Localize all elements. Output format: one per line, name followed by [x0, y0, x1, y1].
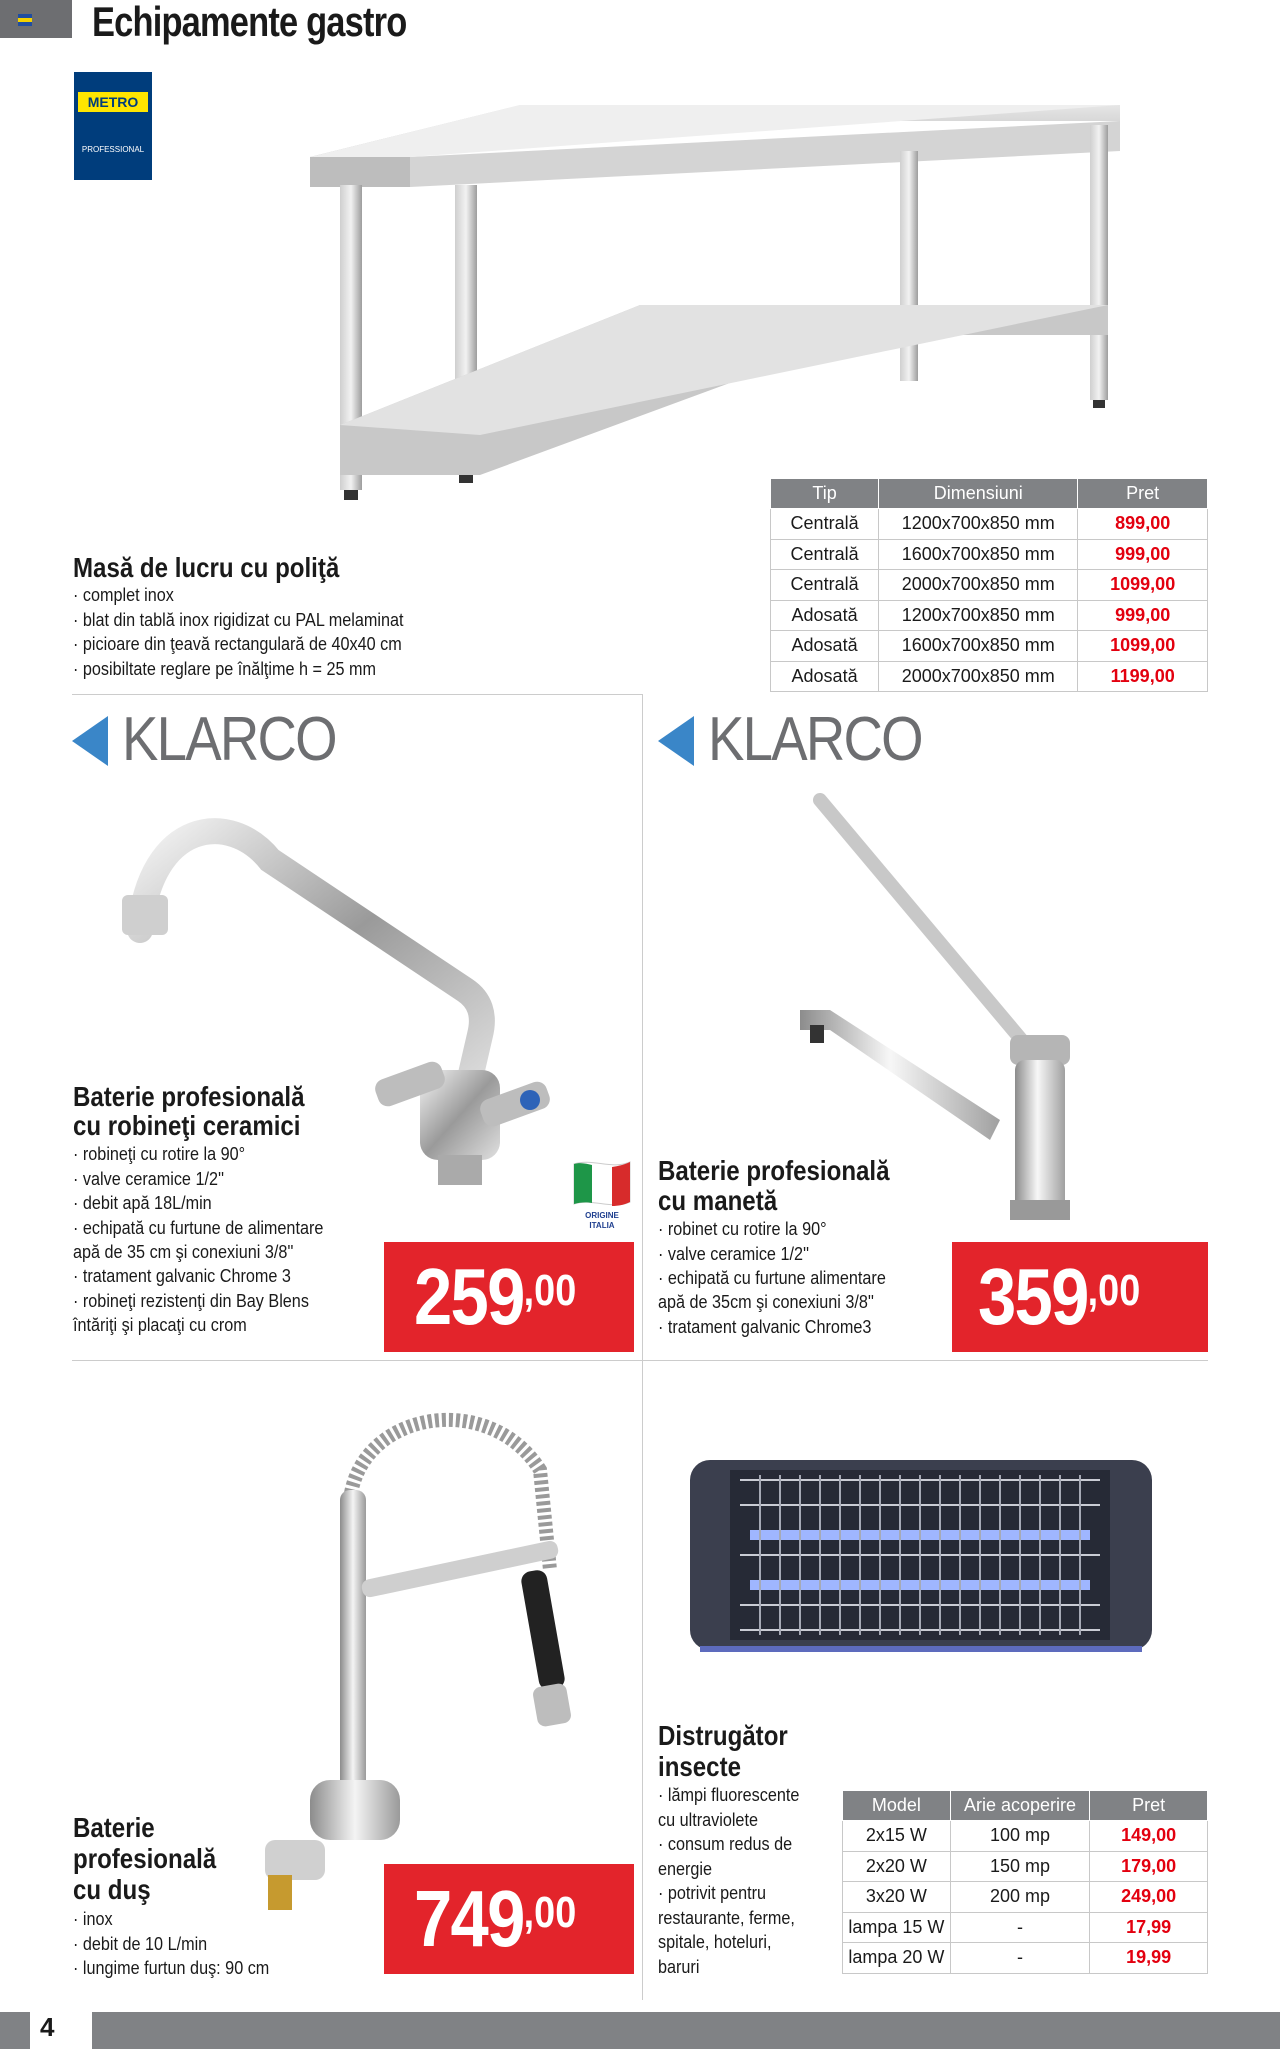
cell-dimensions: 2000x700x850 mm [879, 661, 1078, 692]
cell-model: lampa 20 W [843, 1943, 951, 1974]
feature-item: · lungime furtun duş: 90 cm [73, 1956, 269, 1981]
work-table-price-table [770, 478, 1208, 692]
faucet-shower-title-line1: Baterie [73, 1812, 155, 1843]
insect-killer-price-table [842, 1790, 1208, 1974]
table-row [771, 509, 1208, 540]
page-number: 4 [40, 2012, 55, 2042]
section-divider [72, 694, 642, 695]
cell-price: 1099,00 [1078, 631, 1208, 662]
price-integer: 359 [978, 1252, 1088, 1341]
feature-item: · tratament galvanic Chrome 3 [73, 1264, 309, 1289]
work-table-title: Masă de lucru cu poliţă [73, 552, 340, 583]
cell-price: 999,00 [1078, 600, 1208, 631]
price-badge [384, 1242, 634, 1352]
insect-killer-features [658, 1783, 799, 1979]
price-decimals: 00 [534, 1888, 577, 1937]
price-integer: 259 [414, 1252, 524, 1341]
cell-price: 149,00 [1090, 1821, 1208, 1852]
feature-continuation: întăriţi şi placaţi cu crom [73, 1315, 247, 1335]
klarco-logo: KLARCO [708, 705, 922, 774]
insect-killer-image [690, 1450, 1152, 1670]
faucet-lever-title-line2: cu manetă [658, 1185, 778, 1216]
feature-item: · complet inox [73, 583, 403, 608]
faucet-ceramic-title-line1: Baterie profesională [73, 1081, 305, 1112]
price-decimals: 00 [1098, 1266, 1141, 1315]
page-title: Echipamente gastro [92, 0, 407, 45]
table-row [843, 1821, 1208, 1852]
section-divider [642, 694, 643, 1360]
cell-type: Adosată [771, 631, 879, 662]
faucet-ceramic-features [73, 1142, 323, 1240]
price-comma: , [1087, 1266, 1099, 1315]
cell-type: Centrală [771, 509, 879, 540]
price-amount [414, 1864, 576, 1974]
faucet-shower-title-line2: profesională [73, 1843, 217, 1874]
faucet-shower-image [240, 1390, 600, 1910]
feature-line: energie [658, 1858, 713, 1879]
feature-line: restaurante, ferme, [658, 1907, 795, 1928]
metro-professional-logo [74, 72, 152, 180]
feature-item: · inox [73, 1907, 269, 1932]
price-integer: 749 [414, 1874, 524, 1963]
price-amount [414, 1242, 576, 1352]
table-row [771, 570, 1208, 601]
origin-text: ITALIA [589, 1221, 615, 1230]
faucet-shower-title-line3: cu duş [73, 1874, 151, 1905]
klarco-logo-arrow-icon [658, 716, 694, 766]
klarco-logo-arrow-icon [72, 716, 108, 766]
price-badge [952, 1242, 1208, 1352]
table-header-row [771, 479, 1208, 509]
table-row [771, 631, 1208, 662]
price-badge [384, 1864, 634, 1974]
feature-item: · valve ceramice 1/2'' [73, 1167, 323, 1192]
feature-line: baruri [658, 1956, 700, 1977]
origin-text: ORIGINE [585, 1211, 619, 1220]
cell-price: 899,00 [1078, 509, 1208, 540]
column-header: Model [843, 1791, 951, 1821]
cell-model: 3x20 W [843, 1882, 951, 1913]
cell-dimensions: 1600x700x850 mm [879, 631, 1078, 662]
cell-type: Adosată [771, 661, 879, 692]
cell-price: 19,99 [1090, 1943, 1208, 1974]
cell-model: lampa 15 W [843, 1912, 951, 1943]
flag-icon [18, 14, 32, 26]
faucet-shower-features [73, 1907, 269, 1981]
feature-line: · lămpi fluorescente [658, 1785, 800, 1805]
feature-item: · tratament galvanic Chrome3 [658, 1315, 871, 1340]
cell-price: 999,00 [1078, 539, 1208, 570]
cell-area: 150 mp [950, 1851, 1090, 1882]
cell-area: 200 mp [950, 1882, 1090, 1913]
cell-area: - [950, 1912, 1090, 1943]
price-decimals: 00 [534, 1266, 577, 1315]
price-comma: , [523, 1888, 535, 1937]
work-table-features [73, 583, 403, 681]
faucet-lever-features-more [658, 1315, 871, 1340]
cell-model: 2x20 W [843, 1851, 951, 1882]
table-header-row [843, 1791, 1208, 1821]
feature-item: · debit de 10 L/min [73, 1932, 269, 1957]
cell-price: 1099,00 [1078, 570, 1208, 601]
insect-killer-title-line1: Distrugător [658, 1720, 788, 1751]
feature-item: · valve ceramice 1/2'' [658, 1242, 886, 1267]
work-table-image [300, 95, 1130, 525]
cell-type: Adosată [771, 600, 879, 631]
feature-line: · potrivit pentru [658, 1883, 767, 1903]
table-row [771, 600, 1208, 631]
origin-italy-badge [572, 1158, 632, 1232]
feature-item: · robinet cu rotire la 90° [658, 1217, 886, 1242]
column-header: Pret [1090, 1791, 1208, 1821]
table-row [843, 1943, 1208, 1974]
cell-dimensions: 1200x700x850 mm [879, 509, 1078, 540]
faucet-lever-features [658, 1217, 886, 1291]
cell-area: - [950, 1943, 1090, 1974]
feature-continuation: apă de 35 cm şi conexiuni 3/8'' [73, 1242, 294, 1262]
section-divider [72, 1360, 1208, 1361]
professional-logo-text: PROFESSIONAL [81, 145, 145, 154]
table-row [771, 661, 1208, 692]
footer-bar [92, 2012, 1280, 2049]
column-header: Dimensiuni [879, 479, 1078, 509]
cell-type: Centrală [771, 570, 879, 601]
feature-line: spitale, hoteluri, [658, 1932, 772, 1952]
column-header: Pret [1078, 479, 1208, 509]
table-row [771, 539, 1208, 570]
column-header: Tip [771, 479, 879, 509]
column-header: Arie acoperire [950, 1791, 1090, 1821]
cell-area: 100 mp [950, 1821, 1090, 1852]
klarco-logo: KLARCO [122, 705, 336, 774]
cell-price: 17,99 [1090, 1912, 1208, 1943]
cell-dimensions: 1600x700x850 mm [879, 539, 1078, 570]
feature-item: · posibiltate reglare pe înălţime h = 25 mm [73, 657, 403, 682]
faucet-ceramic-features-more [73, 1264, 309, 1313]
feature-line: cu ultraviolete [658, 1809, 758, 1830]
price-amount [978, 1242, 1140, 1352]
feature-continuation: apă de 35cm şi conexiuni 3/8'' [658, 1292, 875, 1312]
feature-line: · consum redus de [658, 1834, 793, 1854]
insect-killer-title-line2: insecte [658, 1751, 741, 1782]
table-row [843, 1851, 1208, 1882]
table-row [843, 1882, 1208, 1913]
feature-item: · robineţi cu rotire la 90° [73, 1142, 323, 1167]
cell-price: 179,00 [1090, 1851, 1208, 1882]
feature-item: · picioare din ţeavă rectangulară de 40x40 cm [73, 632, 403, 657]
cell-price: 249,00 [1090, 1882, 1208, 1913]
cell-type: Centrală [771, 539, 879, 570]
faucet-ceramic-title-line2: cu robineţi ceramici [73, 1110, 301, 1141]
footer-left-bar [0, 2012, 30, 2049]
section-divider [642, 1360, 643, 2000]
cell-dimensions: 2000x700x850 mm [879, 570, 1078, 601]
price-comma: , [523, 1266, 535, 1315]
feature-item: · blat din tablă inox rigidizat cu PAL melaminat [73, 608, 403, 633]
cell-model: 2x15 W [843, 1821, 951, 1852]
feature-item: · robineţi rezistenţi din Bay Blens [73, 1289, 309, 1314]
table-row [843, 1912, 1208, 1943]
cell-dimensions: 1200x700x850 mm [879, 600, 1078, 631]
feature-item: · echipată cu furtune de alimentare [73, 1216, 323, 1241]
metro-logo-text: METRO [87, 94, 139, 110]
feature-item: · debit apă 18L/min [73, 1191, 323, 1216]
header-bar [0, 0, 72, 38]
faucet-lever-title-line1: Baterie profesională [658, 1155, 890, 1186]
feature-item: · echipată cu furtune alimentare [658, 1266, 886, 1291]
cell-price: 1199,00 [1078, 661, 1208, 692]
